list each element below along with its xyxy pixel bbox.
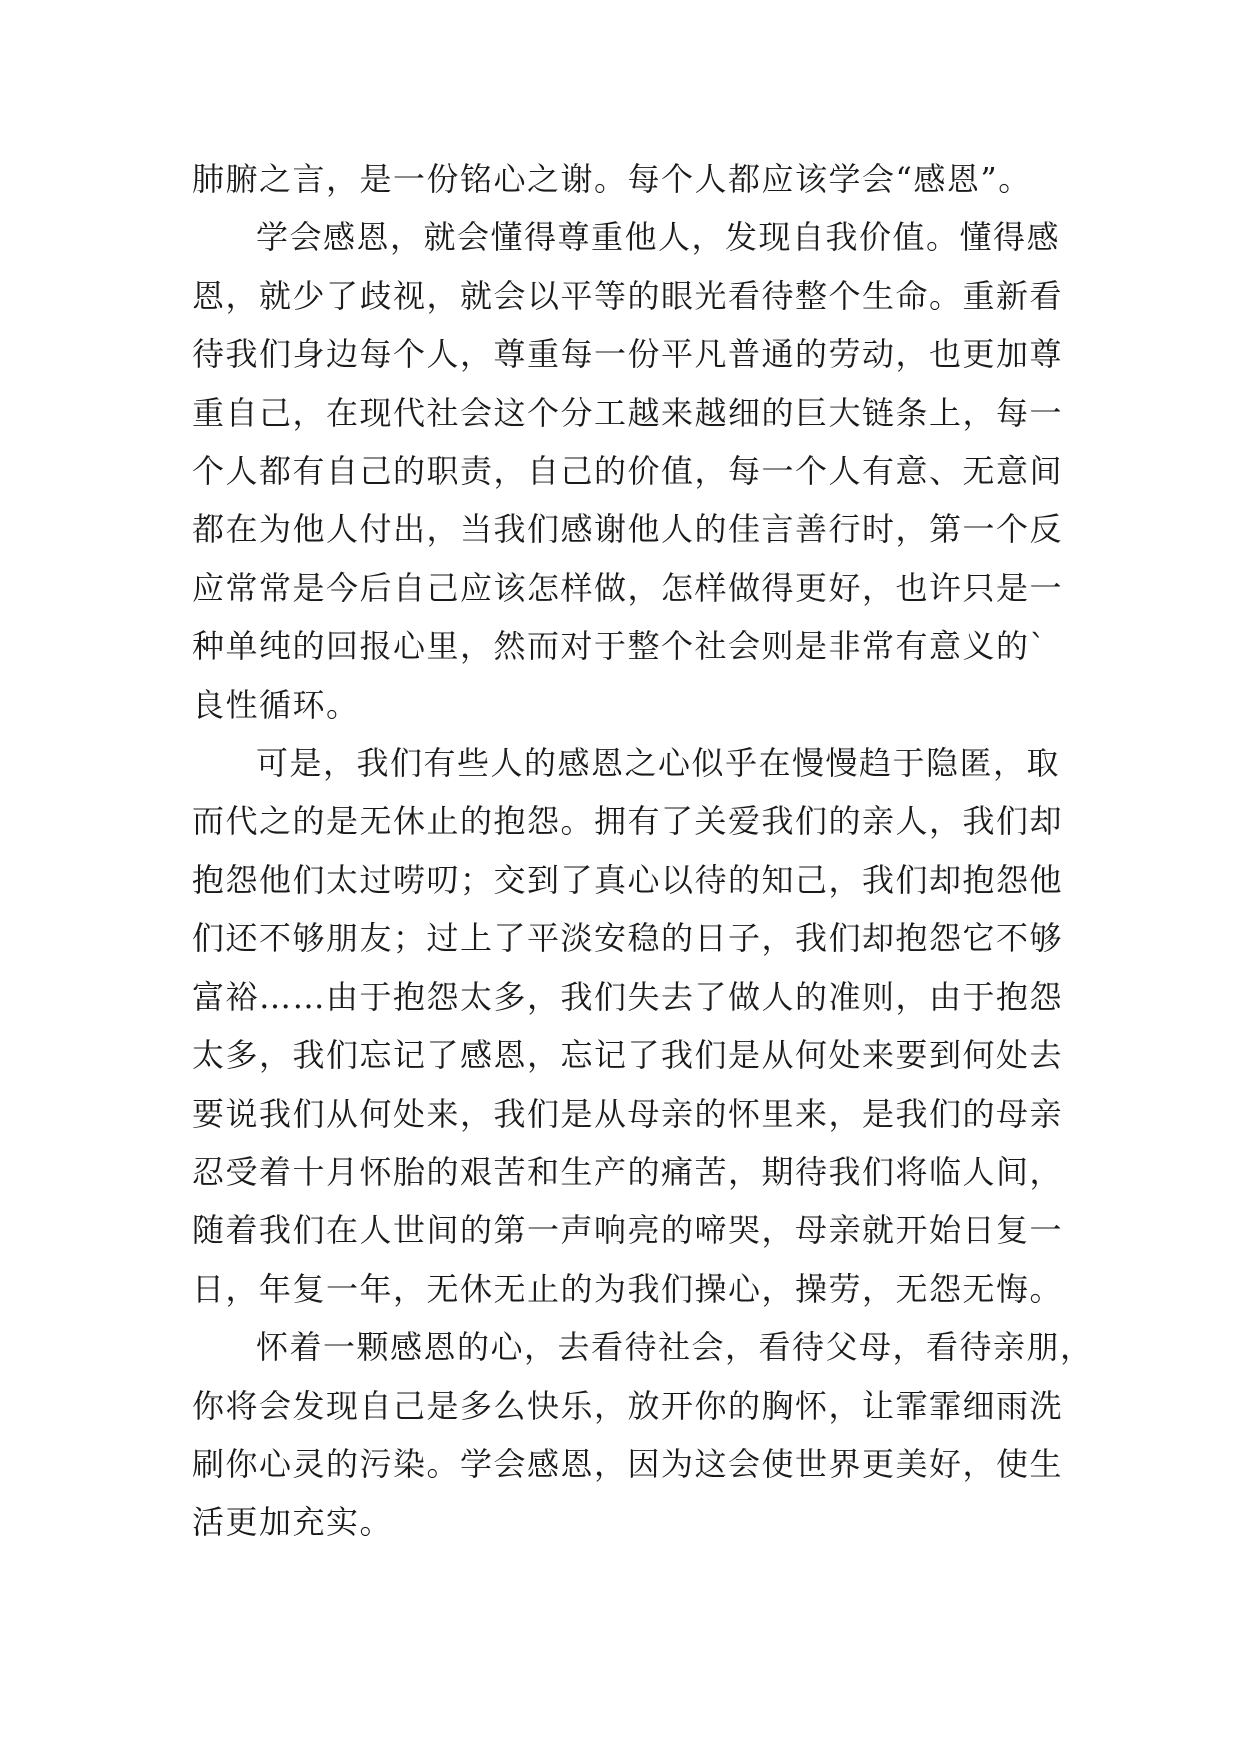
text-line: 刷你心灵的污染。学会感恩，因为这会使世界更美好，使生	[192, 1444, 1064, 1483]
text-line: 应常常是今后自己应该怎样做，怎样做得更好，也许只是一	[192, 568, 1064, 607]
paragraph-3	[192, 734, 1064, 1318]
text-line: 日，年复一年，无休无止的为我们操心，操劳，无怨无悔。	[192, 1269, 1064, 1308]
text-line: 抱怨他们太过唠叨；交到了真心以待的知己，我们却抱怨他	[192, 860, 1064, 899]
text-line: 种单纯的回报心里，然而对于整个社会则是非常有意义的`	[192, 627, 1048, 666]
text-line: 肺腑之言，是一份铭心之谢。每个人都应该学会“感恩”。	[192, 160, 1032, 198]
text-line: 而代之的是无休止的抱怨。拥有了关爱我们的亲人，我们却	[192, 802, 1064, 841]
text-line: 怀着一颗感恩的心，去看待社会，看待父母，看待亲朋，	[256, 1328, 1094, 1367]
document-body	[192, 150, 1094, 1552]
text-line: 都在为他人付出，当我们感谢他人的佳言善行时，第一个反	[192, 510, 1064, 549]
text-line: 恩，就少了歧视，就会以平等的眼光看待整个生命。重新看	[192, 276, 1064, 315]
text-line: 个人都有自己的职责，自己的价值，每一个人有意、无意间	[192, 452, 1064, 491]
text-line: 待我们身边每个人，尊重每一份平凡普通的劳动，也更加尊	[192, 335, 1064, 374]
text-line: 太多，我们忘记了感恩，忘记了我们是从何处来要到何处去	[192, 1036, 1064, 1075]
paragraph-1	[192, 150, 1050, 208]
text-line: 要说我们从何处来，我们是从母亲的怀里来，是我们的母亲	[192, 1094, 1064, 1133]
text-line: 忍受着十月怀胎的艰苦和生产的痛苦，期待我们将临人间，	[192, 1152, 1064, 1191]
text-line: 随着我们在人世间的第一声响亮的啼哭，母亲就开始日复一	[192, 1211, 1064, 1250]
text-line: 们还不够朋友；过上了平淡安稳的日子，我们却抱怨它不够	[192, 919, 1064, 958]
text-line: 学会感恩，就会懂得尊重他人，发现自我价值。懂得感	[256, 218, 1061, 257]
paragraph-4	[192, 1318, 1094, 1552]
text-line: 良性循环。	[192, 685, 360, 724]
text-line: 重自己，在现代社会这个分工越来越细的巨大链条上，每一	[192, 393, 1064, 432]
text-line: 活更加充实。	[192, 1503, 394, 1542]
text-line: 你将会发现自己是多么快乐，放开你的胸怀，让霏霏细雨洗	[192, 1386, 1064, 1425]
paragraph-2	[192, 208, 1064, 734]
text-line: 富裕……由于抱怨太多，我们失去了做人的准则，由于抱怨	[192, 977, 1064, 1016]
text-line: 可是，我们有些人的感恩之心似乎在慢慢趋于隐匿，取	[256, 744, 1061, 783]
